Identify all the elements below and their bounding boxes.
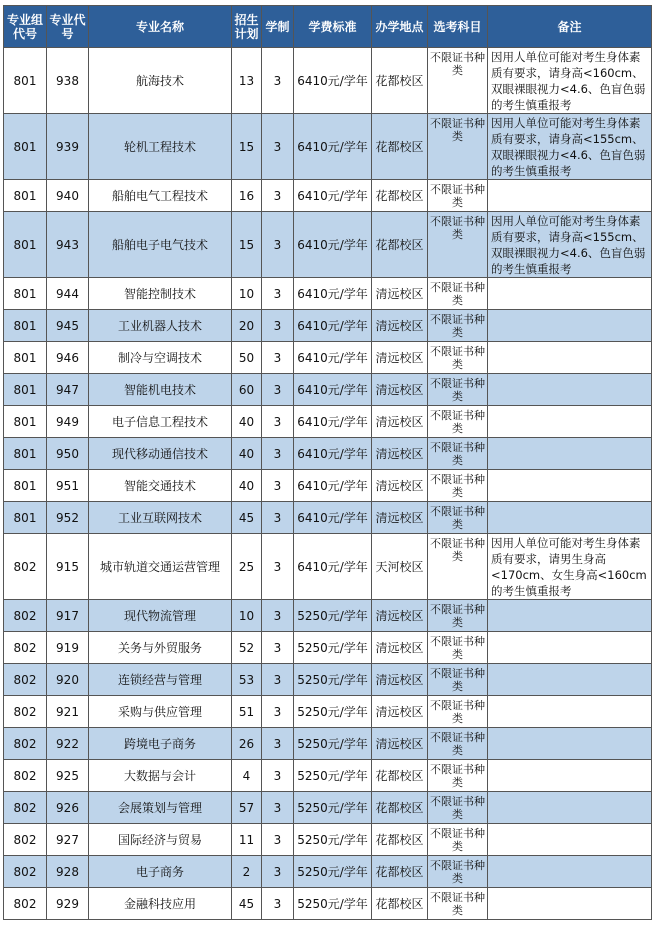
location-cell: 清远校区 bbox=[372, 728, 428, 760]
group-code-cell: 802 bbox=[4, 792, 47, 824]
major-code-cell: 951 bbox=[47, 470, 89, 502]
tuition-cell: 6410元/学年 bbox=[294, 502, 372, 534]
major-code-cell: 919 bbox=[47, 632, 89, 664]
major-code-cell: 947 bbox=[47, 374, 89, 406]
plan-cell: 26 bbox=[232, 728, 262, 760]
notes-cell bbox=[488, 824, 652, 856]
group-code-cell: 801 bbox=[4, 470, 47, 502]
duration-cell: 3 bbox=[262, 502, 294, 534]
tuition-cell: 5250元/学年 bbox=[294, 696, 372, 728]
notes-cell: 因用人单位可能对考生身体素质有要求，请身高<155cm、双眼裸眼视力<4.6、色盲色弱的考生慎重报考 bbox=[488, 114, 652, 180]
group-code-cell: 801 bbox=[4, 502, 47, 534]
group-code-cell: 802 bbox=[4, 856, 47, 888]
notes-cell bbox=[488, 664, 652, 696]
location-cell: 花都校区 bbox=[372, 888, 428, 920]
location-cell: 花都校区 bbox=[372, 792, 428, 824]
tuition-cell: 5250元/学年 bbox=[294, 664, 372, 696]
subjects-cell: 不限证书种类 bbox=[428, 48, 488, 114]
duration-cell: 3 bbox=[262, 180, 294, 212]
notes-cell bbox=[488, 632, 652, 664]
major-name-cell: 城市轨道交通运营管理 bbox=[89, 534, 232, 600]
table-row bbox=[4, 278, 652, 310]
duration-cell: 3 bbox=[262, 600, 294, 632]
subjects-cell: 不限证书种类 bbox=[428, 760, 488, 792]
subjects-cell: 不限证书种类 bbox=[428, 406, 488, 438]
duration-cell: 3 bbox=[262, 534, 294, 600]
table-row bbox=[4, 856, 652, 888]
plan-cell: 57 bbox=[232, 792, 262, 824]
tuition-cell: 5250元/学年 bbox=[294, 824, 372, 856]
location-cell: 花都校区 bbox=[372, 212, 428, 278]
notes-cell bbox=[488, 310, 652, 342]
tuition-cell: 6410元/学年 bbox=[294, 278, 372, 310]
tuition-cell: 5250元/学年 bbox=[294, 856, 372, 888]
location-cell: 花都校区 bbox=[372, 824, 428, 856]
subjects-cell: 不限证书种类 bbox=[428, 310, 488, 342]
group-code-cell: 801 bbox=[4, 114, 47, 180]
tuition-cell: 6410元/学年 bbox=[294, 374, 372, 406]
duration-cell: 3 bbox=[262, 48, 294, 114]
subjects-cell: 不限证书种类 bbox=[428, 632, 488, 664]
table-row bbox=[4, 502, 652, 534]
notes-cell bbox=[488, 856, 652, 888]
major-code-cell: 950 bbox=[47, 438, 89, 470]
location-cell: 清远校区 bbox=[372, 696, 428, 728]
tuition-cell: 6410元/学年 bbox=[294, 438, 372, 470]
tuition-cell: 5250元/学年 bbox=[294, 792, 372, 824]
location-cell: 清远校区 bbox=[372, 502, 428, 534]
major-code-cell: 946 bbox=[47, 342, 89, 374]
major-code-cell: 938 bbox=[47, 48, 89, 114]
major-name-cell: 制冷与空调技术 bbox=[89, 342, 232, 374]
group-code-cell: 801 bbox=[4, 48, 47, 114]
enrollment-plan-table-container bbox=[3, 5, 651, 920]
plan-cell: 51 bbox=[232, 696, 262, 728]
group-code-cell: 802 bbox=[4, 664, 47, 696]
subjects-cell: 不限证书种类 bbox=[428, 534, 488, 600]
plan-cell: 11 bbox=[232, 824, 262, 856]
table-row bbox=[4, 600, 652, 632]
duration-cell: 3 bbox=[262, 664, 294, 696]
major-code-cell: 940 bbox=[47, 180, 89, 212]
duration-cell: 3 bbox=[262, 470, 294, 502]
major-code-cell: 917 bbox=[47, 600, 89, 632]
location-cell: 清远校区 bbox=[372, 310, 428, 342]
notes-cell bbox=[488, 180, 652, 212]
notes-cell bbox=[488, 696, 652, 728]
tuition-cell: 6410元/学年 bbox=[294, 406, 372, 438]
major-name-cell: 轮机工程技术 bbox=[89, 114, 232, 180]
notes-cell bbox=[488, 502, 652, 534]
subjects-cell: 不限证书种类 bbox=[428, 342, 488, 374]
duration-cell: 3 bbox=[262, 824, 294, 856]
header-subjects: 选考科目 bbox=[428, 6, 488, 48]
notes-cell bbox=[488, 728, 652, 760]
plan-cell: 52 bbox=[232, 632, 262, 664]
tuition-cell: 6410元/学年 bbox=[294, 212, 372, 278]
plan-cell: 10 bbox=[232, 278, 262, 310]
location-cell: 清远校区 bbox=[372, 406, 428, 438]
subjects-cell: 不限证书种类 bbox=[428, 600, 488, 632]
tuition-cell: 6410元/学年 bbox=[294, 534, 372, 600]
header-location: 办学地点 bbox=[372, 6, 428, 48]
group-code-cell: 802 bbox=[4, 696, 47, 728]
table-row bbox=[4, 180, 652, 212]
tuition-cell: 6410元/学年 bbox=[294, 342, 372, 374]
major-code-cell: 929 bbox=[47, 888, 89, 920]
group-code-cell: 801 bbox=[4, 342, 47, 374]
major-name-cell: 国际经济与贸易 bbox=[89, 824, 232, 856]
major-code-cell: 943 bbox=[47, 212, 89, 278]
plan-cell: 2 bbox=[232, 856, 262, 888]
notes-cell bbox=[488, 470, 652, 502]
duration-cell: 3 bbox=[262, 696, 294, 728]
group-code-cell: 801 bbox=[4, 374, 47, 406]
header-major-code: 专业代号 bbox=[47, 6, 89, 48]
subjects-cell: 不限证书种类 bbox=[428, 438, 488, 470]
plan-cell: 20 bbox=[232, 310, 262, 342]
major-name-cell: 关务与外贸服务 bbox=[89, 632, 232, 664]
plan-cell: 45 bbox=[232, 888, 262, 920]
table-row bbox=[4, 664, 652, 696]
subjects-cell: 不限证书种类 bbox=[428, 278, 488, 310]
major-code-cell: 922 bbox=[47, 728, 89, 760]
location-cell: 清远校区 bbox=[372, 664, 428, 696]
table-row bbox=[4, 342, 652, 374]
major-code-cell: 949 bbox=[47, 406, 89, 438]
table-row bbox=[4, 534, 652, 600]
major-code-cell: 915 bbox=[47, 534, 89, 600]
major-name-cell: 航海技术 bbox=[89, 48, 232, 114]
notes-cell bbox=[488, 406, 652, 438]
table-row bbox=[4, 48, 652, 114]
header-plan: 招生计划 bbox=[232, 6, 262, 48]
group-code-cell: 802 bbox=[4, 888, 47, 920]
major-code-cell: 952 bbox=[47, 502, 89, 534]
header-tuition: 学费标准 bbox=[294, 6, 372, 48]
duration-cell: 3 bbox=[262, 438, 294, 470]
group-code-cell: 802 bbox=[4, 632, 47, 664]
major-name-cell: 工业机器人技术 bbox=[89, 310, 232, 342]
major-name-cell: 现代移动通信技术 bbox=[89, 438, 232, 470]
subjects-cell: 不限证书种类 bbox=[428, 888, 488, 920]
duration-cell: 3 bbox=[262, 888, 294, 920]
tuition-cell: 5250元/学年 bbox=[294, 728, 372, 760]
duration-cell: 3 bbox=[262, 632, 294, 664]
subjects-cell: 不限证书种类 bbox=[428, 470, 488, 502]
duration-cell: 3 bbox=[262, 342, 294, 374]
major-name-cell: 会展策划与管理 bbox=[89, 792, 232, 824]
location-cell: 清远校区 bbox=[372, 600, 428, 632]
major-code-cell: 945 bbox=[47, 310, 89, 342]
location-cell: 清远校区 bbox=[372, 470, 428, 502]
tuition-cell: 6410元/学年 bbox=[294, 310, 372, 342]
notes-cell: 因用人单位可能对考生身体素质有要求，请男生身高<170cm、女生身高<160cm的考生慎重报考 bbox=[488, 534, 652, 600]
table-row bbox=[4, 696, 652, 728]
tuition-cell: 6410元/学年 bbox=[294, 180, 372, 212]
subjects-cell: 不限证书种类 bbox=[428, 696, 488, 728]
tuition-cell: 5250元/学年 bbox=[294, 600, 372, 632]
notes-cell bbox=[488, 374, 652, 406]
plan-cell: 15 bbox=[232, 114, 262, 180]
subjects-cell: 不限证书种类 bbox=[428, 728, 488, 760]
enrollment-plan-table bbox=[3, 5, 652, 920]
header-major-name: 专业名称 bbox=[89, 6, 232, 48]
major-name-cell: 智能控制技术 bbox=[89, 278, 232, 310]
plan-cell: 15 bbox=[232, 212, 262, 278]
major-name-cell: 船舶电气工程技术 bbox=[89, 180, 232, 212]
major-name-cell: 跨境电子商务 bbox=[89, 728, 232, 760]
group-code-cell: 802 bbox=[4, 760, 47, 792]
subjects-cell: 不限证书种类 bbox=[428, 212, 488, 278]
group-code-cell: 802 bbox=[4, 824, 47, 856]
table-row bbox=[4, 406, 652, 438]
table-row bbox=[4, 792, 652, 824]
location-cell: 清远校区 bbox=[372, 632, 428, 664]
location-cell: 花都校区 bbox=[372, 48, 428, 114]
plan-cell: 40 bbox=[232, 438, 262, 470]
notes-cell bbox=[488, 278, 652, 310]
tuition-cell: 6410元/学年 bbox=[294, 48, 372, 114]
table-row bbox=[4, 374, 652, 406]
major-code-cell: 925 bbox=[47, 760, 89, 792]
table-row bbox=[4, 760, 652, 792]
major-name-cell: 智能机电技术 bbox=[89, 374, 232, 406]
subjects-cell: 不限证书种类 bbox=[428, 114, 488, 180]
location-cell: 清远校区 bbox=[372, 438, 428, 470]
table-row bbox=[4, 310, 652, 342]
plan-cell: 53 bbox=[232, 664, 262, 696]
major-name-cell: 船舶电子电气技术 bbox=[89, 212, 232, 278]
tuition-cell: 5250元/学年 bbox=[294, 760, 372, 792]
group-code-cell: 801 bbox=[4, 406, 47, 438]
duration-cell: 3 bbox=[262, 406, 294, 438]
major-name-cell: 电子商务 bbox=[89, 856, 232, 888]
table-row bbox=[4, 632, 652, 664]
tuition-cell: 6410元/学年 bbox=[294, 470, 372, 502]
tuition-cell: 5250元/学年 bbox=[294, 888, 372, 920]
major-code-cell: 927 bbox=[47, 824, 89, 856]
header-duration: 学制 bbox=[262, 6, 294, 48]
group-code-cell: 802 bbox=[4, 728, 47, 760]
notes-cell bbox=[488, 888, 652, 920]
group-code-cell: 802 bbox=[4, 600, 47, 632]
subjects-cell: 不限证书种类 bbox=[428, 180, 488, 212]
major-name-cell: 采购与供应管理 bbox=[89, 696, 232, 728]
major-name-cell: 智能交通技术 bbox=[89, 470, 232, 502]
table-row bbox=[4, 114, 652, 180]
group-code-cell: 802 bbox=[4, 534, 47, 600]
subjects-cell: 不限证书种类 bbox=[428, 502, 488, 534]
location-cell: 花都校区 bbox=[372, 760, 428, 792]
subjects-cell: 不限证书种类 bbox=[428, 792, 488, 824]
plan-cell: 10 bbox=[232, 600, 262, 632]
location-cell: 天河校区 bbox=[372, 534, 428, 600]
notes-cell bbox=[488, 600, 652, 632]
major-code-cell: 921 bbox=[47, 696, 89, 728]
header-row bbox=[4, 6, 652, 48]
notes-cell bbox=[488, 438, 652, 470]
location-cell: 清远校区 bbox=[372, 342, 428, 374]
table-row bbox=[4, 470, 652, 502]
tuition-cell: 6410元/学年 bbox=[294, 114, 372, 180]
subjects-cell: 不限证书种类 bbox=[428, 664, 488, 696]
major-name-cell: 现代物流管理 bbox=[89, 600, 232, 632]
table-row bbox=[4, 888, 652, 920]
group-code-cell: 801 bbox=[4, 438, 47, 470]
table-row bbox=[4, 728, 652, 760]
duration-cell: 3 bbox=[262, 212, 294, 278]
group-code-cell: 801 bbox=[4, 180, 47, 212]
notes-cell: 因用人单位可能对考生身体素质有要求，请身高<155cm、双眼裸眼视力<4.6、色盲色弱的考生慎重报考 bbox=[488, 212, 652, 278]
subjects-cell: 不限证书种类 bbox=[428, 374, 488, 406]
plan-cell: 40 bbox=[232, 406, 262, 438]
location-cell: 花都校区 bbox=[372, 856, 428, 888]
major-name-cell: 金融科技应用 bbox=[89, 888, 232, 920]
group-code-cell: 801 bbox=[4, 278, 47, 310]
plan-cell: 13 bbox=[232, 48, 262, 114]
plan-cell: 4 bbox=[232, 760, 262, 792]
major-code-cell: 926 bbox=[47, 792, 89, 824]
major-code-cell: 928 bbox=[47, 856, 89, 888]
duration-cell: 3 bbox=[262, 114, 294, 180]
header-notes: 备注 bbox=[488, 6, 652, 48]
major-code-cell: 944 bbox=[47, 278, 89, 310]
plan-cell: 16 bbox=[232, 180, 262, 212]
duration-cell: 3 bbox=[262, 760, 294, 792]
notes-cell: 因用人单位可能对考生身体素质有要求，请身高<160cm、双眼裸眼视力<4.6、色盲色弱的考生慎重报考 bbox=[488, 48, 652, 114]
notes-cell bbox=[488, 792, 652, 824]
location-cell: 清远校区 bbox=[372, 374, 428, 406]
table-row bbox=[4, 824, 652, 856]
plan-cell: 50 bbox=[232, 342, 262, 374]
major-code-cell: 939 bbox=[47, 114, 89, 180]
subjects-cell: 不限证书种类 bbox=[428, 856, 488, 888]
notes-cell bbox=[488, 342, 652, 374]
duration-cell: 3 bbox=[262, 728, 294, 760]
major-name-cell: 连锁经营与管理 bbox=[89, 664, 232, 696]
duration-cell: 3 bbox=[262, 792, 294, 824]
major-code-cell: 920 bbox=[47, 664, 89, 696]
location-cell: 花都校区 bbox=[372, 114, 428, 180]
location-cell: 花都校区 bbox=[372, 180, 428, 212]
group-code-cell: 801 bbox=[4, 212, 47, 278]
plan-cell: 25 bbox=[232, 534, 262, 600]
tuition-cell: 5250元/学年 bbox=[294, 632, 372, 664]
duration-cell: 3 bbox=[262, 278, 294, 310]
group-code-cell: 801 bbox=[4, 310, 47, 342]
location-cell: 清远校区 bbox=[372, 278, 428, 310]
major-name-cell: 工业互联网技术 bbox=[89, 502, 232, 534]
header-group-code: 专业组代号 bbox=[4, 6, 47, 48]
subjects-cell: 不限证书种类 bbox=[428, 824, 488, 856]
duration-cell: 3 bbox=[262, 856, 294, 888]
table-row bbox=[4, 212, 652, 278]
notes-cell bbox=[488, 760, 652, 792]
plan-cell: 60 bbox=[232, 374, 262, 406]
table-row bbox=[4, 438, 652, 470]
plan-cell: 45 bbox=[232, 502, 262, 534]
duration-cell: 3 bbox=[262, 310, 294, 342]
plan-cell: 40 bbox=[232, 470, 262, 502]
major-name-cell: 大数据与会计 bbox=[89, 760, 232, 792]
major-name-cell: 电子信息工程技术 bbox=[89, 406, 232, 438]
duration-cell: 3 bbox=[262, 374, 294, 406]
